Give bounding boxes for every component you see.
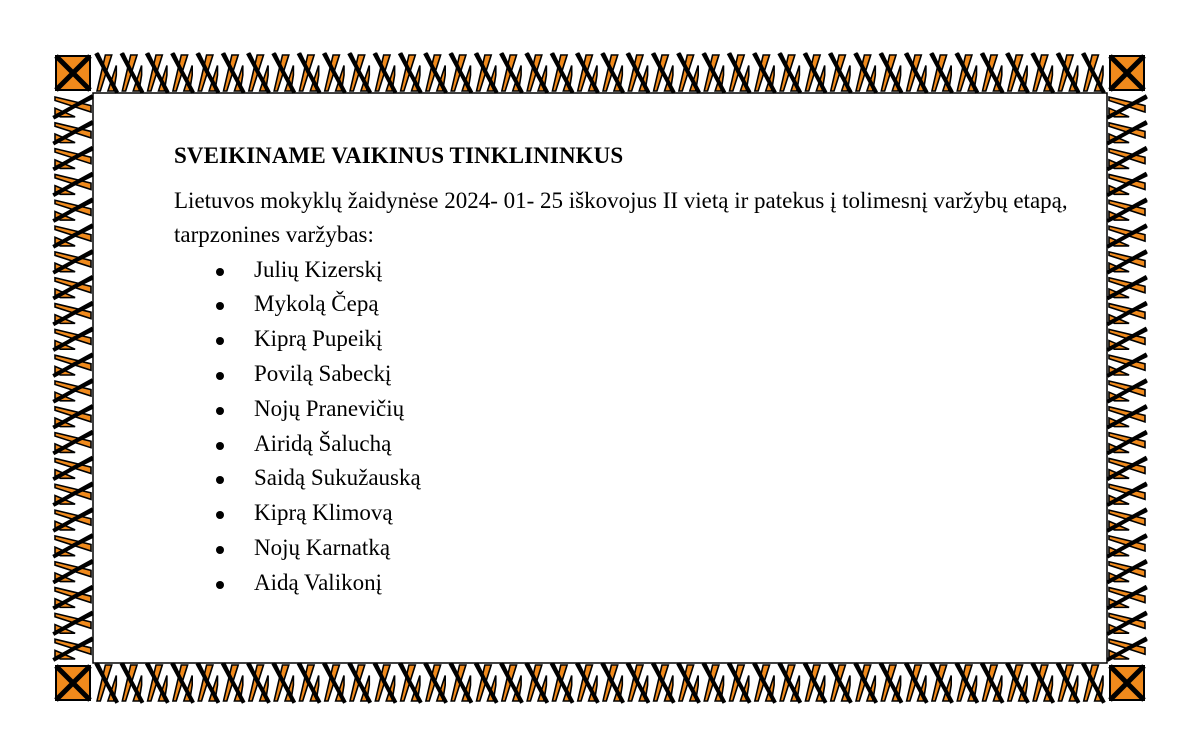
border-knot-tile xyxy=(1109,252,1145,272)
border-knot-tile xyxy=(983,665,1002,701)
bullet-icon xyxy=(216,268,224,276)
border-knot-tile xyxy=(55,639,91,659)
border-knot-tile xyxy=(451,55,470,91)
border-knot-tile xyxy=(1008,55,1027,91)
border-knot-tile xyxy=(1109,226,1145,246)
border-knot-tile xyxy=(730,55,749,91)
bullet-icon xyxy=(216,407,224,415)
border-knot-tile xyxy=(148,55,167,91)
border-knot-tile xyxy=(55,97,91,117)
border-knot-tile xyxy=(730,665,749,701)
border-knot-tile xyxy=(1109,484,1145,504)
player-name: Nojų Karnatką xyxy=(254,534,391,560)
border-knot-tile xyxy=(350,665,369,701)
border-knot-tile xyxy=(350,55,369,91)
border-knot-tile xyxy=(55,458,91,478)
list-item xyxy=(174,392,1074,427)
border-knot-tile xyxy=(224,665,243,701)
border-knot-tile xyxy=(679,55,698,91)
border-knot-tile xyxy=(983,55,1002,91)
border-knot-tile xyxy=(249,665,268,701)
border-knot-tile xyxy=(1008,665,1027,701)
border-knot-tile xyxy=(1109,458,1145,478)
player-name: Kiprą Klimovą xyxy=(254,500,393,526)
bullet-icon xyxy=(216,302,224,310)
player-name: Mykolą Čepą xyxy=(254,291,379,317)
border-knot-tile xyxy=(1109,174,1145,194)
border-knot-tile xyxy=(55,278,91,298)
border-knot-tile xyxy=(325,665,344,701)
border-knot-tile xyxy=(173,665,192,701)
player-name: Julių Kizerskį xyxy=(254,256,383,282)
border-knot-tile xyxy=(1109,588,1145,608)
border-knot-tile xyxy=(198,55,217,91)
border-knot-tile xyxy=(477,665,496,701)
border-knot-tile xyxy=(603,665,622,701)
border-knot-tile xyxy=(603,55,622,91)
border-knot-tile xyxy=(1058,55,1077,91)
border-knot-tile xyxy=(451,665,470,701)
border-knot-tile xyxy=(957,665,976,701)
bullet-icon xyxy=(216,581,224,589)
list-item xyxy=(174,427,1074,462)
border-knot-tile xyxy=(1109,510,1145,530)
border-knot-tile xyxy=(1109,355,1145,375)
bullet-icon xyxy=(216,546,224,554)
border-knot-tile xyxy=(55,149,91,169)
player-name: Kiprą Pupeikį xyxy=(254,326,383,352)
list-item xyxy=(174,357,1074,392)
border-knot-tile xyxy=(55,174,91,194)
border-knot-tile xyxy=(1084,665,1103,701)
border-knot-tile xyxy=(831,55,850,91)
border-knot-tile xyxy=(1109,123,1145,143)
list-item xyxy=(174,322,1074,357)
border-knot-tile xyxy=(274,55,293,91)
list-item xyxy=(174,531,1074,566)
border-knot-tile xyxy=(1109,613,1145,633)
border-knot-tile xyxy=(55,200,91,220)
border-knot-tile xyxy=(401,55,420,91)
border-knot-tile xyxy=(1109,407,1145,427)
border-knot-tile xyxy=(679,665,698,701)
border-knot-tile xyxy=(55,484,91,504)
border-knot-tile xyxy=(578,665,597,701)
border-knot-tile xyxy=(55,510,91,530)
player-name: Saidą Sukužauską xyxy=(254,465,421,491)
border-knot-tile xyxy=(1109,536,1145,556)
list-item xyxy=(174,496,1074,531)
player-list xyxy=(174,253,1074,601)
player-name: Nojų Pranevičių xyxy=(254,395,405,421)
border-knot-tile xyxy=(502,55,521,91)
player-name: Povilą Sabeckį xyxy=(254,360,392,386)
list-item xyxy=(174,253,1074,288)
border-knot-tile xyxy=(856,665,875,701)
border-knot-tile xyxy=(1109,304,1145,324)
border-knot-tile xyxy=(805,665,824,701)
border-knot-tile xyxy=(552,55,571,91)
border-knot-tile xyxy=(375,665,394,701)
border-knot-tile xyxy=(1084,55,1103,91)
border-knot-tile xyxy=(198,665,217,701)
border-knot-tile xyxy=(55,433,91,453)
list-item xyxy=(174,287,1074,322)
list-item xyxy=(174,566,1074,601)
border-knot-tile xyxy=(1109,639,1145,659)
border-knot-tile xyxy=(881,665,900,701)
border-knot-tile xyxy=(224,55,243,91)
border-knot-tile xyxy=(299,665,318,701)
border-knot-tile xyxy=(55,536,91,556)
border-knot-tile xyxy=(856,55,875,91)
document-heading: SVEIKINAME VAIKINUS TINKLININKUS xyxy=(174,143,624,168)
border-knot-tile xyxy=(122,665,141,701)
border-knot-tile xyxy=(1033,55,1052,91)
border-knot-tile xyxy=(1109,97,1145,117)
bullet-icon xyxy=(216,372,224,380)
border-knot-tile xyxy=(881,55,900,91)
player-name: Aidą Valikonį xyxy=(254,569,382,595)
border-knot-tile xyxy=(55,304,91,324)
border-knot-tile xyxy=(401,665,420,701)
border-knot-tile xyxy=(578,55,597,91)
border-knot-tile xyxy=(97,55,116,91)
border-knot-tile xyxy=(755,55,774,91)
border-knot-tile xyxy=(654,55,673,91)
border-knot-tile xyxy=(780,55,799,91)
border-knot-tile xyxy=(527,55,546,91)
border-knot-tile xyxy=(907,55,926,91)
bullet-icon xyxy=(216,476,224,484)
border-knot-tile xyxy=(426,55,445,91)
border-knot-tile xyxy=(502,665,521,701)
border-knot-tile xyxy=(55,562,91,582)
border-knot-tile xyxy=(755,665,774,701)
border-knot-tile xyxy=(907,665,926,701)
border-knot-tile xyxy=(831,665,850,701)
border-knot-tile xyxy=(552,665,571,701)
border-knot-tile xyxy=(55,407,91,427)
greeting-document xyxy=(174,142,1074,601)
bullet-icon xyxy=(216,511,224,519)
border-knot-tile xyxy=(122,55,141,91)
border-knot-tile xyxy=(704,665,723,701)
border-knot-tile xyxy=(1109,381,1145,401)
border-knot-tile xyxy=(654,665,673,701)
border-knot-tile xyxy=(704,55,723,91)
border-knot-tile xyxy=(55,123,91,143)
border-knot-tile xyxy=(1109,200,1145,220)
border-knot-tile xyxy=(173,55,192,91)
intro-paragraph: Lietuvos mokyklų žaidynėse 2024- 01- 25 iškovojus II vietą ir patekus į tolimesnį varžybų etapą, tarpzonines varžybas: xyxy=(174,187,1068,247)
border-knot-tile xyxy=(1109,433,1145,453)
border-knot-tile xyxy=(55,329,91,349)
border-knot-tile xyxy=(274,665,293,701)
border-knot-tile xyxy=(805,55,824,91)
border-knot-tile xyxy=(55,226,91,246)
border-knot-tile xyxy=(375,55,394,91)
border-knot-tile xyxy=(426,665,445,701)
border-knot-tile xyxy=(249,55,268,91)
border-knot-tile xyxy=(477,55,496,91)
border-knot-tile xyxy=(1109,562,1145,582)
border-knot-tile xyxy=(148,665,167,701)
border-knot-tile xyxy=(1109,149,1145,169)
bullet-icon xyxy=(216,442,224,450)
border-knot-tile xyxy=(527,665,546,701)
border-knot-tile xyxy=(932,665,951,701)
border-knot-tile xyxy=(55,355,91,375)
border-knot-tile xyxy=(932,55,951,91)
border-knot-tile xyxy=(325,55,344,91)
border-knot-tile xyxy=(780,665,799,701)
list-item xyxy=(174,461,1074,496)
border-knot-tile xyxy=(1033,665,1052,701)
border-knot-tile xyxy=(957,55,976,91)
border-knot-tile xyxy=(55,381,91,401)
border-knot-tile xyxy=(1109,329,1145,349)
border-knot-tile xyxy=(1058,665,1077,701)
border-knot-tile xyxy=(628,665,647,701)
border-knot-tile xyxy=(97,665,116,701)
border-knot-tile xyxy=(299,55,318,91)
player-name: Airidą Šaluchą xyxy=(254,430,392,456)
border-knot-tile xyxy=(628,55,647,91)
border-knot-tile xyxy=(55,252,91,272)
bullet-icon xyxy=(216,337,224,345)
border-knot-tile xyxy=(55,588,91,608)
border-knot-tile xyxy=(55,613,91,633)
border-knot-tile xyxy=(1109,278,1145,298)
